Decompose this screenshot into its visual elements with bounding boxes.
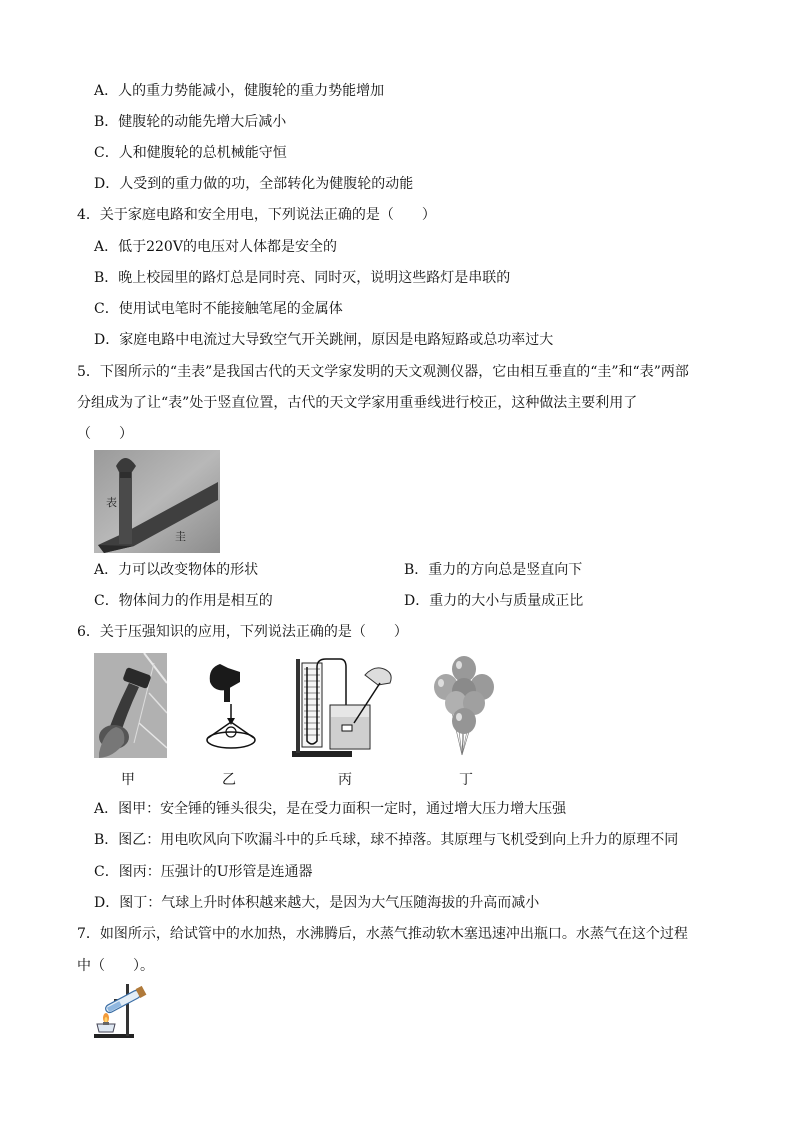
- test-tube-heating-diagram: [92, 978, 154, 1040]
- q6-option-d: D．图丁：气球上升时体积越来越大，是因为大气压随海拔的升高而减小: [94, 895, 540, 911]
- hairdryer-funnel-diagram: [200, 660, 265, 758]
- q5-stem-line1: 5．下图所示的“圭表”是我国古代的天文学家发明的天文观测仪器，它由相互垂直的“圭”和“表”两部: [77, 364, 689, 380]
- q5-option-a: A．力可以改变物体的形状: [94, 562, 259, 578]
- q4-option-b: B．晚上校园里的路灯总是同时亮、同时灭，说明这些路灯是串联的: [94, 270, 511, 286]
- q3-option-b: B．健腹轮的动能先增大后减小: [94, 114, 287, 130]
- q5-option-b: B．重力的方向总是竖直向下: [404, 562, 583, 578]
- q6-stem: 6．关于压强知识的应用，下列说法正确的是（ ）: [77, 624, 408, 640]
- guibiao-photo: [94, 450, 220, 553]
- q3-option-d: D．人受到的重力做的功，全部转化为健腹轮的动能: [94, 176, 414, 192]
- q6-option-b: B．图乙：用电吹风向下吹漏斗中的乒乓球，球不掉落。其原理与飞机受到向上升力的原理不同: [94, 832, 679, 848]
- q5-stem-line3: （ ）: [77, 426, 133, 442]
- q4-option-a: A．低于220V的电压对人体都是安全的: [94, 239, 337, 255]
- balloons-diagram: [428, 655, 500, 758]
- q5-option-d: D．重力的大小与质量成正比: [404, 593, 584, 609]
- q6-option-a: A．图甲：安全锤的锤头很尖，是在受力面积一定时，通过增大压力增大压强: [94, 801, 567, 817]
- q6-option-c: C．图丙：压强计的U形管是连通器: [94, 864, 313, 880]
- q5-stem-line2: 分组成为了让“表”处于竖直位置，古代的天文学家用重垂线进行校正，这种做法主要利用了: [77, 395, 638, 411]
- q4-option-d: D．家庭电路中电流过大导致空气开关跳闸，原因是电路短路或总功率过大: [94, 332, 554, 348]
- q7-stem-line1: 7．如图所示，给试管中的水加热，水沸腾后，水蒸气推动软木塞迅速冲出瓶口。水蒸气在这个过程: [77, 926, 688, 942]
- q7-stem-line2: 中（ ）。: [77, 958, 154, 974]
- label-gui: 圭: [175, 530, 186, 543]
- q4-stem: 4．关于家庭电路和安全用电，下列说法正确的是（ ）: [77, 207, 436, 223]
- caption-bing: 丙: [338, 772, 352, 788]
- caption-jia: 甲: [121, 772, 135, 788]
- caption-yi: 乙: [222, 772, 236, 788]
- q4-option-c: C．使用试电笔时不能接触笔尾的金属体: [94, 301, 343, 317]
- pressure-gauge-diagram: [290, 655, 400, 758]
- q3-option-a: A．人的重力势能减小，健腹轮的重力势能增加: [94, 83, 385, 99]
- q3-option-c: C．人和健腹轮的总机械能守恒: [94, 145, 287, 161]
- caption-ding: 丁: [459, 772, 473, 788]
- safety-hammer-photo: [94, 653, 167, 758]
- label-biao: 表: [106, 496, 117, 509]
- q5-option-c: C．物体间力的作用是相互的: [94, 593, 273, 609]
